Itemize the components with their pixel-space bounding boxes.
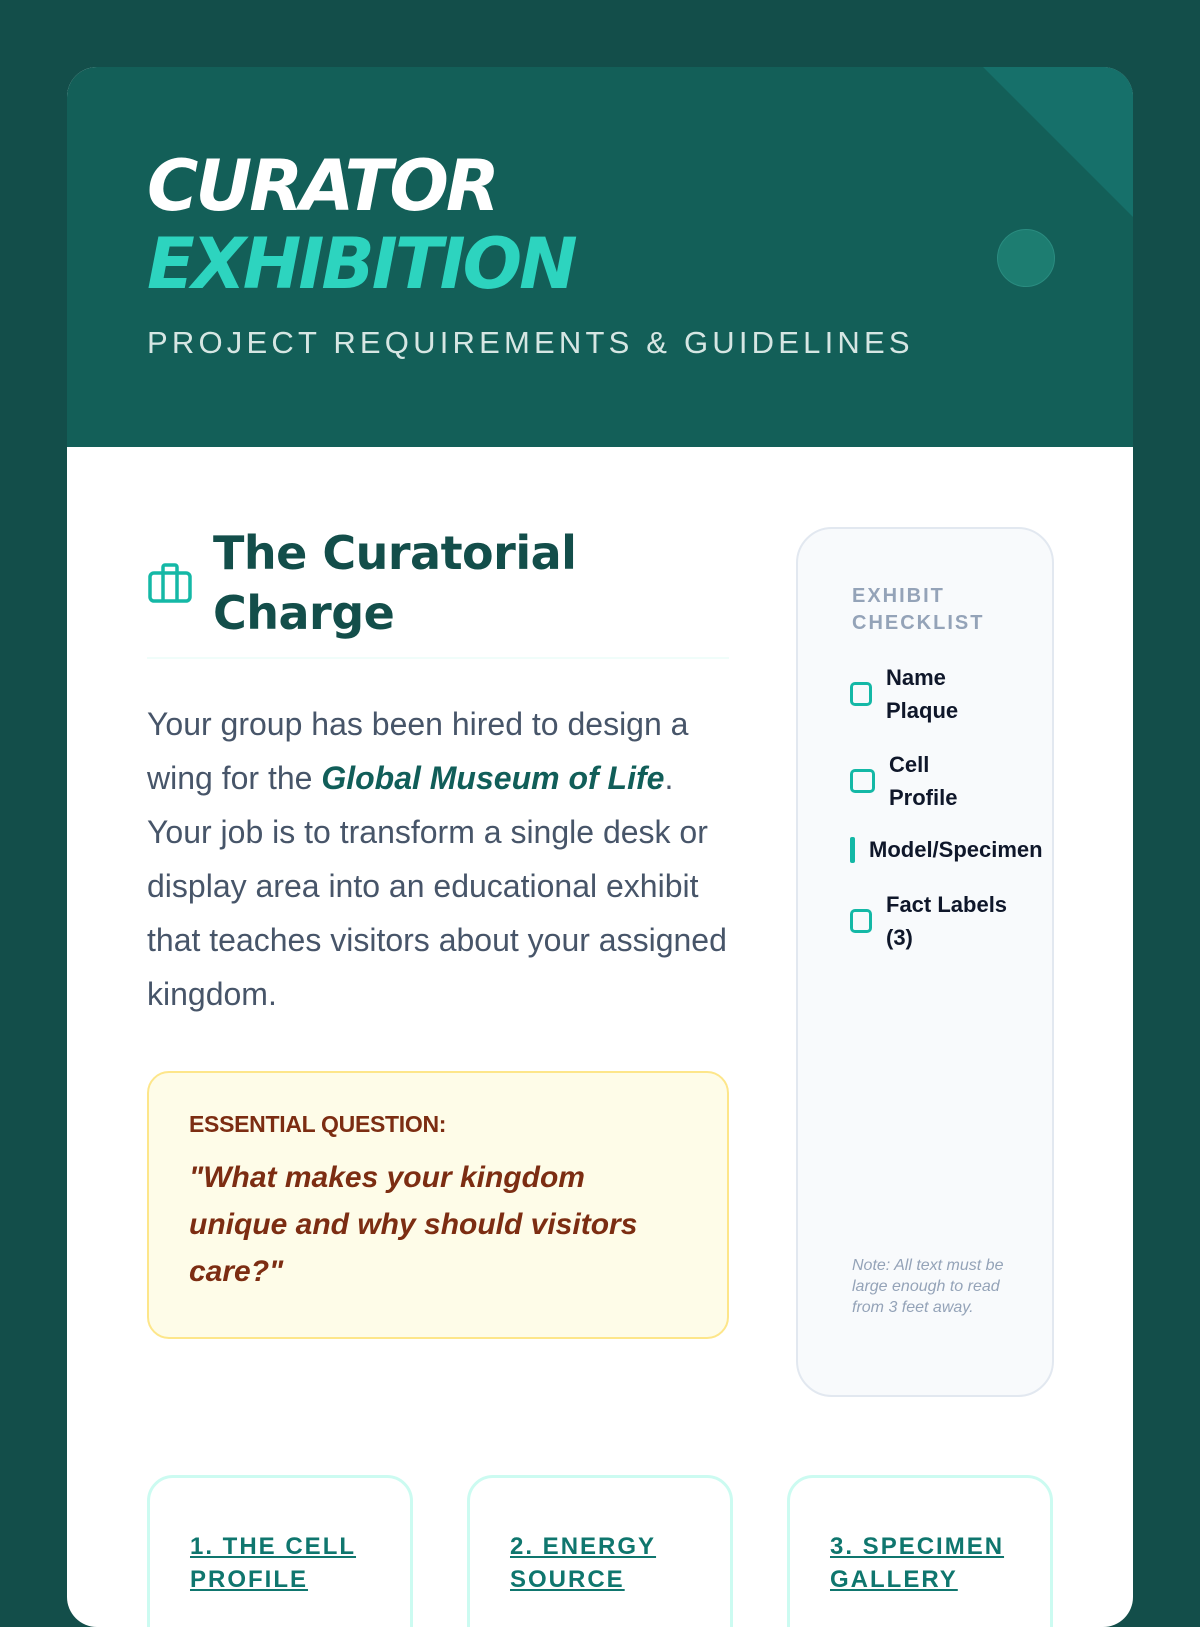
corner-fold-decoration — [983, 67, 1133, 217]
checklist-item-label: Name Plaque — [886, 665, 959, 723]
exhibition-card — [67, 67, 1133, 1627]
briefcase-icon — [147, 560, 193, 606]
tile-specimen-gallery[interactable] — [787, 1475, 1053, 1627]
title-line-1: CURATOR — [147, 145, 497, 227]
tile-cell-profile[interactable] — [147, 1475, 413, 1627]
checklist-note: Note: All text must be large enough to read from 3 feet away. — [852, 1257, 1004, 1316]
essential-question-label: ESSENTIAL QUESTION: — [189, 1111, 447, 1137]
hero-banner — [67, 67, 1133, 447]
checkbox[interactable] — [850, 909, 872, 933]
intro-text-start: Your group has been hired to design a wing for the — [147, 706, 689, 796]
intro-text-end: . Your job is to transform a single desk or display area into an educational exhibit that teaches visitors about your assigned kingdom. — [147, 760, 727, 1012]
exhibit-checklist-panel — [796, 527, 1054, 1397]
essential-question-box — [147, 1071, 729, 1339]
page-title — [147, 147, 575, 303]
checklist-item-label: Fact Labels (3) — [886, 892, 1008, 950]
main-content — [147, 523, 729, 1339]
tile-link[interactable]: 2. ENERGY SOURCE — [510, 1533, 657, 1593]
checklist-item-label: Model/Specimen — [869, 837, 1043, 862]
essential-question-text: "What makes your kingdom unique and why should visitors care?" — [189, 1161, 638, 1288]
checklist-item-label: Cell Profile — [889, 752, 958, 810]
intro-paragraph — [147, 697, 729, 1021]
title-line-2: EXHIBITION — [147, 223, 575, 305]
page-subtitle: PROJECT REQUIREMENTS & GUIDELINES — [147, 325, 914, 360]
tile-link[interactable]: 3. SPECIMEN GALLERY — [830, 1533, 1005, 1593]
checklist-item-fact-labels[interactable] — [850, 888, 1010, 954]
section-header — [147, 523, 729, 659]
checklist-title: EXHIBIT CHECKLIST — [852, 585, 985, 634]
checklist-item-name-plaque[interactable] — [850, 661, 1000, 727]
checklist-item-cell-profile[interactable] — [850, 748, 1000, 814]
checklist-item-model-specimen[interactable] — [850, 833, 1090, 866]
tile-link[interactable]: 1. THE CELL PROFILE — [190, 1533, 357, 1593]
circle-decoration — [997, 229, 1055, 287]
section-title: The Curatorial Charge — [213, 526, 577, 640]
tile-energy-source[interactable] — [467, 1475, 733, 1627]
museum-name: Global Museum of Life — [321, 760, 665, 796]
checkbox[interactable] — [850, 837, 855, 863]
checkbox[interactable] — [850, 769, 875, 793]
checkbox[interactable] — [850, 682, 872, 706]
